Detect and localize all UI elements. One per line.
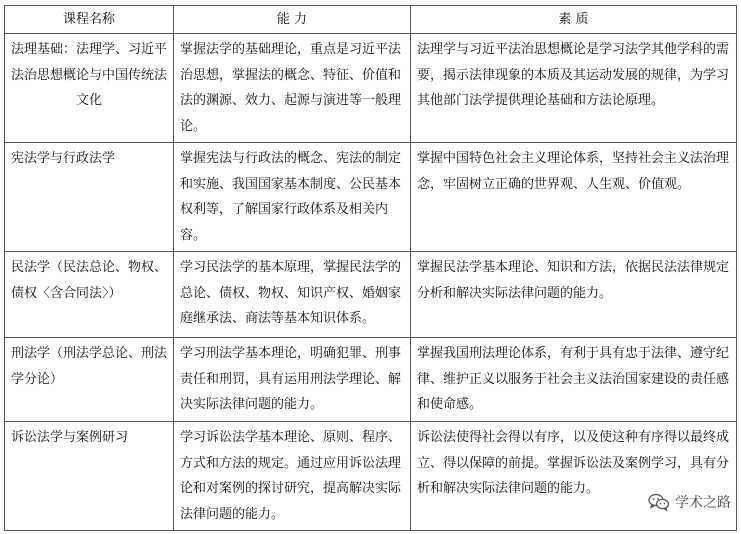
course-name-cell: 刑法学（刑法学总论、刑法学分论） [5, 338, 174, 422]
ability-cell: 学习诉讼法学基本理论、原则、程序、方式和方法的规定。通过应用诉讼法理论和对案例的探讨研究，提高解决实际法律问题的能力。 [174, 422, 411, 531]
header-ability: 能 力 [174, 6, 411, 34]
table-row [5, 143, 737, 252]
header-course-name: 课程名称 [5, 6, 174, 34]
course-name-cell: 民法学（民法总论、物权、债权〈含合同法〉） [5, 252, 174, 338]
quality-cell: 掌握我国刑法理论体系，有利于具有忠于法律、遵守纪律、维护正义以服务于社会主义法治国家建设的责任感和使命感。 [411, 338, 737, 422]
table-header-row [5, 6, 737, 34]
ability-cell: 掌握宪法与行政法的概念、宪法的制定和实施、我国国家基本制度、公民基本权利等，了解国家行政体系及相关内容。 [174, 143, 411, 252]
quality-cell: 掌握民法学基本理论、知识和方法，依据民法法律规定分析和解决实际法律问题的能力。 [411, 252, 737, 338]
ability-cell: 学习民法学的基本原理，掌握民法学的总论、债权、物权、知识产权、婚姻家庭继承法、商法等基本知识体系。 [174, 252, 411, 338]
table-row [5, 338, 737, 422]
table-row [5, 422, 737, 531]
wechat-icon [648, 493, 670, 511]
table-row [5, 34, 737, 143]
watermark [648, 492, 731, 512]
ability-cell: 掌握法学的基础理论，重点是习近平法治思想，掌握法的概念、特征、价值和法的渊源、效力、起源与演进等一般理论。 [174, 34, 411, 143]
course-name-cell: 法理基础：法理学、习近平法治思想概论与中国传统法文化 [5, 34, 174, 143]
course-table [4, 5, 737, 531]
table-row [5, 252, 737, 338]
ability-cell: 学习刑法学基本理论，明确犯罪、刑事责任和刑罚，具有运用刑法学理论、解决实际法律问题的能力。 [174, 338, 411, 422]
watermark-text: 学术之路 [675, 495, 731, 511]
course-name-cell: 诉讼法学与案例研习 [5, 422, 174, 531]
quality-cell: 法理学与习近平法治思想概论是学习法学其他学科的需要，揭示法律现象的本质及其运动发展的规律，为学习其他部门法学提供理论基础和方法论原理。 [411, 34, 737, 143]
header-quality: 素 质 [411, 6, 737, 34]
quality-cell: 诉讼法使得社会得以有序，以及使这种有序得以最终成立、得以保障的前提。掌握诉讼法及案例学习，具有分析和解决实际法律问题的能力。 [411, 422, 737, 531]
quality-cell: 掌握中国特色社会主义理论体系，坚持社会主义法治理念，牢固树立正确的世界观、人生观、价值观。 [411, 143, 737, 252]
course-name-cell: 宪法学与行政法学 [5, 143, 174, 252]
